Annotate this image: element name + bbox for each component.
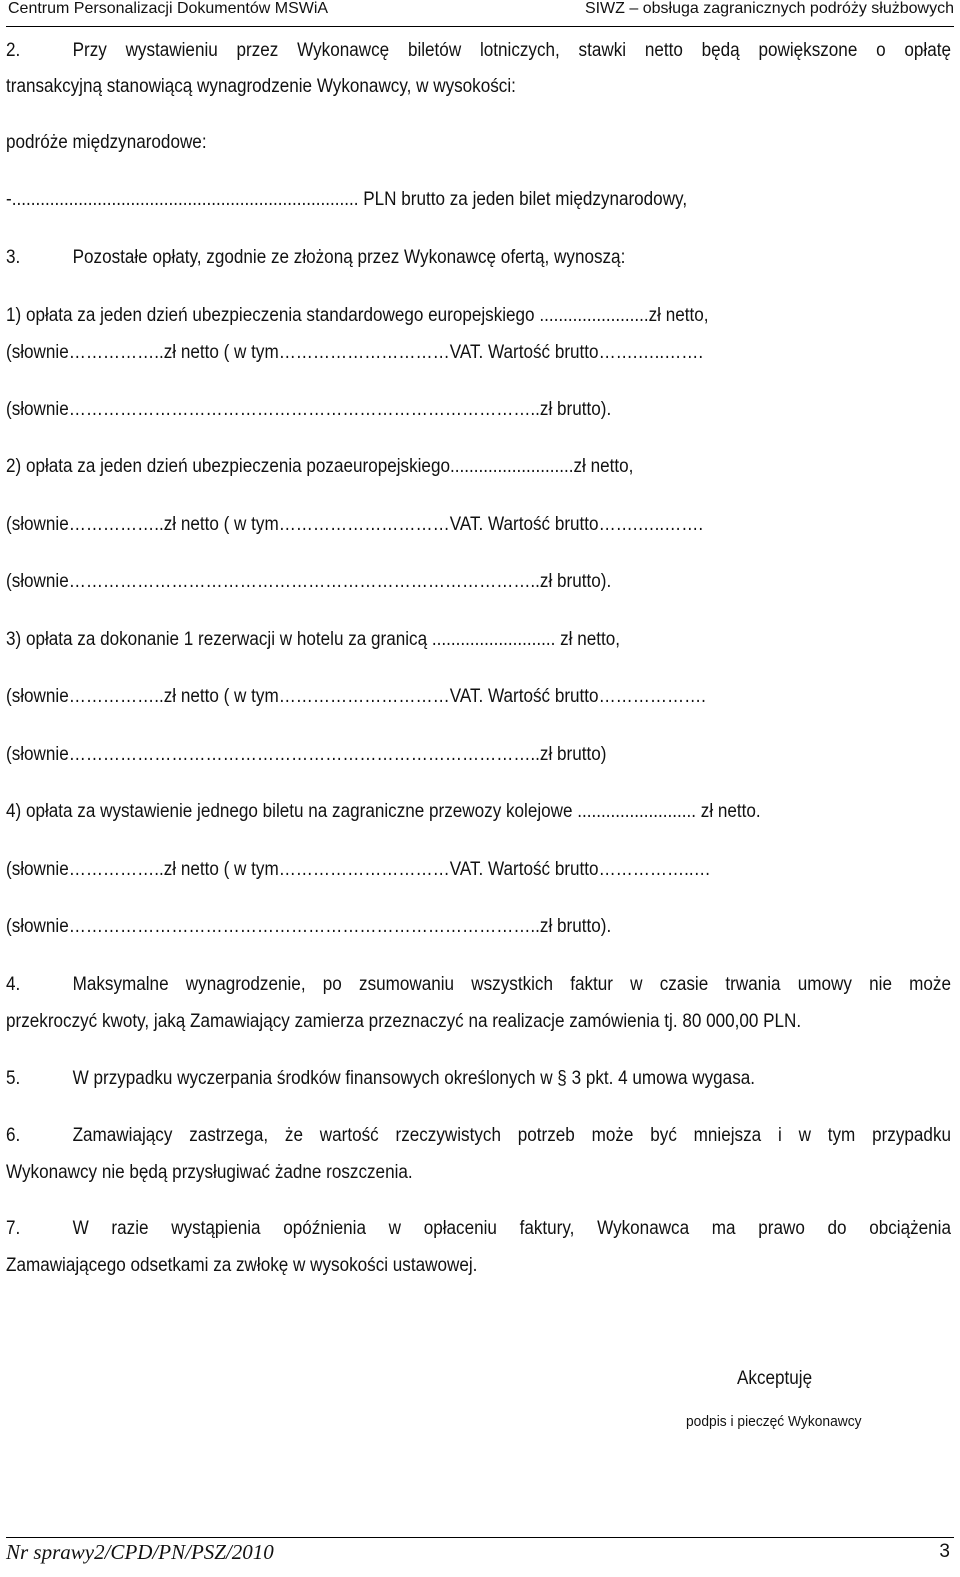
p7-number: 7.: [6, 1218, 21, 1239]
p3-item4: 4) opłata za wystawienie jednego biletu na zagraniczne przewozy kolejowe ......................... zł netto.: [6, 801, 761, 822]
p3-intro: 3. Pozostałe opłaty, zgodnie ze złożoną przez Wykonawcę ofertą, wynoszą:: [6, 247, 626, 268]
p3-item2-b: (słownie………………………………………………………………………..zł brutto).: [6, 571, 612, 592]
p3-item4-a: (słownie……………..zł netto ( w tym…………………………VAT. Wartość brutto……………..…: [6, 859, 711, 880]
p2-line2: transakcyjną stanowiącą wynagrodzenie Wykonawcy, w wysokości:: [6, 76, 516, 97]
p7-line2: Zamawiającego odsetkami za zwłokę w wysokości ustawowej.: [6, 1255, 478, 1276]
p3-item3-a: (słownie……………..zł netto ( w tym…………………………VAT. Wartość brutto……………….: [6, 686, 706, 707]
p2-number: 2.: [6, 40, 21, 61]
p3-item2-a: (słownie……………..zł netto ( w tym…………………………VAT. Wartość brutto…….…..…….: [6, 514, 704, 535]
p5-line1: 5. W przypadku wyczerpania środków finansowych określonych w § 3 pkt. 4 umowa wygasa.: [6, 1068, 756, 1089]
p4-line1: 4. Maksymalne wynagrodzenie, po zsumowaniu wszystkich faktur w czasie trwania umowy nie może: [6, 974, 952, 995]
p4-line2: przekroczyć kwoty, jaką Zamawiający zamierza przeznaczyć na realizacje zamówienia tj. 80 000,00 PLN.: [6, 1011, 802, 1032]
p4-number: 4.: [6, 974, 21, 995]
header-left-title: Centrum Personalizacji Dokumentów MSWiA: [8, 0, 329, 17]
p7-line1: 7. W razie wystąpienia opóźnienia w opłaceniu faktury, Wykonawca ma prawo do obciążenia: [6, 1218, 952, 1239]
p3-item3: 3) opłata za dokonanie 1 rezerwacji w hotelu za granicą .......................... zł netto,: [6, 629, 621, 650]
accept-label: Akceptuję: [737, 1368, 813, 1389]
header-right-title: SIWZ – obsługa zagranicznych podróży służbowych: [584, 0, 954, 17]
signature-caption: podpis i pieczęć Wykonawcy: [686, 1413, 862, 1430]
p3-item1-a: (słownie……………..zł netto ( w tym…………………………VAT. Wartość brutto…….…..…….: [6, 342, 704, 363]
p3-item3-b: (słownie………………………………………………………………………..zł brutto): [6, 744, 607, 765]
p3-number: 3.: [6, 247, 21, 268]
p6-line1: 6. Zamawiający zastrzega, że wartość rzeczywistych potrzeb może być mniejsza i w tym przypadku: [6, 1125, 952, 1146]
p2-line4: -......................................................................... PLN brutto za jeden bilet międzynarodowy,: [6, 189, 688, 210]
p3-item2: 2) opłata za jeden dzień ubezpieczenia pozaeuropejskiego..........................zł netto,: [6, 456, 634, 477]
page-header: [6, 0, 954, 27]
p6-number: 6.: [6, 1125, 21, 1146]
p2-line3: podróże międzynarodowe:: [6, 132, 207, 153]
p3-item4-b: (słownie………………………………………………………………………..zł brutto).: [6, 916, 612, 937]
p3-item1-b: (słownie………………………………………………………………………..zł brutto).: [6, 399, 612, 420]
p5-number: 5.: [6, 1068, 21, 1089]
p3-item1: 1) opłata za jeden dzień ubezpieczenia standardowego europejskiego .......................zł netto,: [6, 305, 709, 326]
footer-divider: [6, 1537, 954, 1538]
page-number: 3: [939, 1541, 950, 1562]
p2-line1: 2. Przy wystawieniu przez Wykonawcę biletów lotniczych, stawki netto będą powiększone o opłatę: [6, 40, 952, 61]
footer-case-number: Nr sprawy2/CPD/PN/PSZ/2010: [6, 1540, 274, 1564]
p6-line2: Wykonawcy nie będą przysługiwać żadne roszczenia.: [6, 1162, 413, 1183]
